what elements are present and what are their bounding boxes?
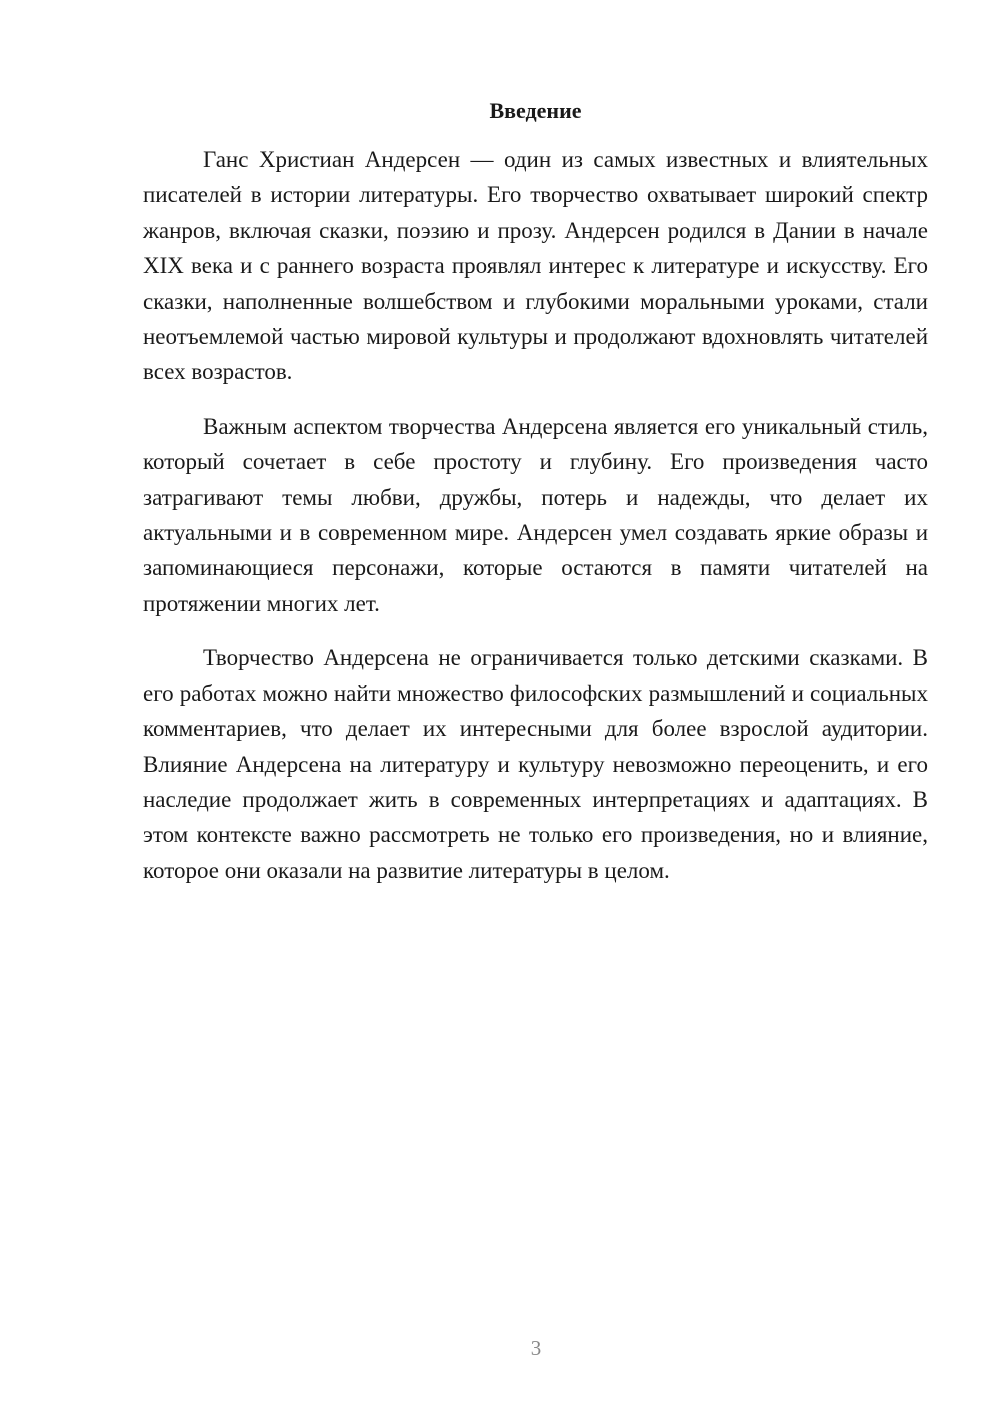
paragraph-1: Ганс Христиан Андерсен — один из самых известных и влиятельных писателей в истории литературы. Его творчество охватывает широкий спектр жанров, включая сказки, поэзию и прозу. Андерсен родился в Дании в начале XIX века и с раннего возраста проявлял интерес к литературе и искусству. Его сказки, наполненные волшебством и глубокими моральными уроками, стали неотъемлемой частью мировой культуры и продолжают вдохновлять читателей всех возрастов.	[143, 147, 928, 385]
paragraph-2: Важным аспектом творчества Андерсена является его уникальный стиль, который сочетает в себе простоту и глубину. Его произведения часто затрагивают темы любви, дружбы, потерь и надежды, что делает их актуальными и в современном мире. Андерсен умел создавать яркие образы и запоминающиеся персонажи, которые остаются в памяти читателей на протяжении многих лет.	[143, 413, 928, 616]
body-text	[143, 142, 928, 888]
page-number: 3	[530, 1336, 542, 1360]
section-heading: Введение	[489, 98, 582, 123]
paragraph-3: Творчество Андерсена не ограничивается только детскими сказками. В его работах можно найти множество философских размышлений и социальных комментариев, что делает их интересными для более взрослой аудитории. Влияние Андерсена на литературу и культуру невозможно переоценить, и его наследие продолжает жить в современных интерпретациях и адаптациях. В этом контексте важно рассмотреть не только его произведения, но и влияние, которое они оказали на развитие литературы в целом.	[143, 645, 928, 883]
